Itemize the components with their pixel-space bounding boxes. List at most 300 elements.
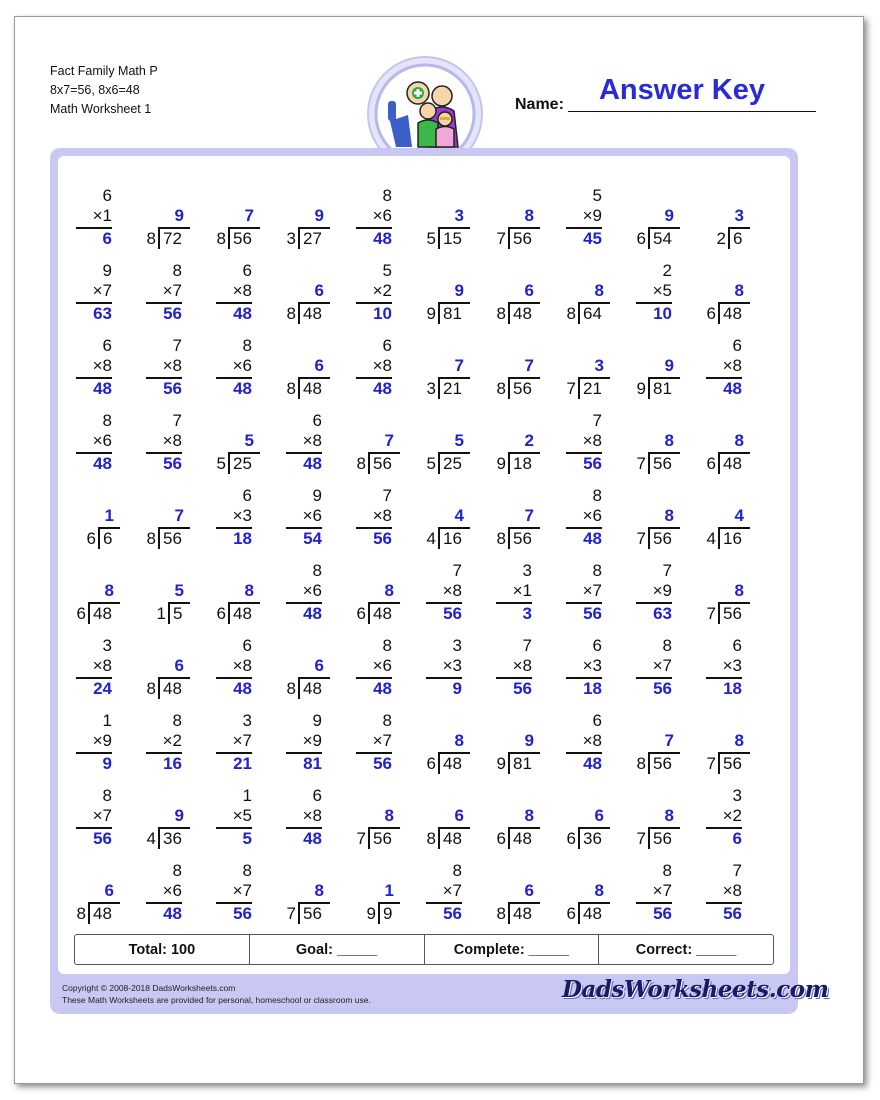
division-problem: [550, 881, 620, 925]
product-answer: 18: [723, 679, 742, 698]
division-problem: [410, 206, 480, 250]
division-bar: [298, 377, 330, 379]
multiplicand: 5: [382, 261, 392, 280]
multiplication-problem: [356, 636, 392, 699]
multiplier: ×1: [512, 581, 532, 600]
quotient-answer: 8: [594, 281, 604, 300]
division-bar: [508, 227, 540, 229]
multiplier: ×8: [722, 881, 742, 900]
product-answer: 16: [163, 754, 182, 773]
problem-cell: [690, 636, 760, 711]
quotient-answer: 8: [734, 281, 744, 300]
division-bar: [438, 302, 470, 304]
product-answer: 10: [653, 304, 672, 323]
multiplication-problem: [636, 861, 672, 924]
multiplicand: 8: [312, 561, 322, 580]
divisor: 3: [426, 379, 436, 398]
dividend: 6: [98, 529, 112, 549]
division-problem: [690, 506, 760, 550]
copyright-text: Copyright © 2008-2018 DadsWorksheets.com: [62, 983, 236, 993]
correct-cell[interactable]: Correct: _____: [635, 941, 737, 958]
multiplier: ×2: [162, 731, 182, 750]
multiplicand: 6: [312, 411, 322, 430]
multiplicand: 9: [312, 711, 322, 730]
multiplication-problem: [706, 336, 742, 399]
name-label: Name:: [515, 96, 564, 113]
multiplicand: 7: [522, 636, 532, 655]
division-problem: [270, 656, 340, 700]
quotient-answer: 5: [454, 431, 464, 450]
problem-cell: [60, 261, 130, 336]
quotient-answer: 8: [734, 581, 744, 600]
problem-cell: [130, 261, 200, 336]
division-bar: [158, 227, 190, 229]
product-answer: 63: [653, 604, 672, 623]
multiplier: ×8: [232, 281, 252, 300]
multiplier: ×6: [582, 506, 602, 525]
dividend: 56: [508, 529, 532, 549]
problem-cell: [620, 561, 690, 636]
multiplicand: 8: [662, 861, 672, 880]
divisor: 7: [496, 229, 506, 248]
division-problem: [480, 506, 550, 550]
dividend: 48: [718, 304, 742, 324]
division-bar: [718, 302, 750, 304]
multiplication-problem: [566, 561, 602, 624]
problem-cell: [200, 486, 270, 561]
multiplicand: 3: [242, 711, 252, 730]
division-bar: [298, 677, 330, 679]
dividend: 56: [718, 604, 742, 624]
dividend: 48: [578, 904, 602, 924]
division-problem: [690, 431, 760, 475]
multiplicand: 7: [732, 861, 742, 880]
quotient-answer: 5: [174, 581, 184, 600]
dividend: 81: [508, 754, 532, 774]
divisor: 7: [286, 904, 296, 923]
multiplicand: 8: [382, 711, 392, 730]
multiplier: ×6: [162, 881, 182, 900]
usage-notice: These Math Worksheets are provided for personal, homeschool or classroom use.: [62, 995, 371, 1005]
problem-cell: [410, 261, 480, 336]
multiplicand: 6: [312, 786, 322, 805]
multiplicand: 8: [592, 561, 602, 580]
multiplier: ×8: [232, 656, 252, 675]
product-answer: 56: [513, 679, 532, 698]
dividend: 48: [438, 754, 462, 774]
divisor: 3: [286, 229, 296, 248]
quotient-answer: 8: [244, 581, 254, 600]
product-answer: 56: [443, 904, 462, 923]
problem-cell: [480, 261, 550, 336]
multiplier: ×7: [92, 806, 112, 825]
division-problem: [690, 731, 760, 775]
multiplier: ×8: [162, 431, 182, 450]
multiplication-problem: [496, 561, 532, 624]
product-answer: 56: [653, 904, 672, 923]
multiplicand: 7: [452, 561, 462, 580]
multiplication-problem: [76, 261, 112, 324]
multiplier: ×6: [232, 356, 252, 375]
division-bar: [648, 752, 680, 754]
multiplicand: 6: [382, 336, 392, 355]
complete-cell[interactable]: Complete: _____: [425, 935, 600, 964]
multiplier: ×6: [92, 431, 112, 450]
problem-cell: [270, 636, 340, 711]
quotient-answer: 9: [174, 206, 184, 225]
product-answer: 24: [93, 679, 112, 698]
problem-cell: [270, 861, 340, 936]
divisor: 5: [216, 454, 226, 473]
division-problem: [130, 806, 200, 850]
division-bar: [158, 827, 190, 829]
problem-cell: [340, 411, 410, 486]
division-bar: [228, 602, 260, 604]
quotient-answer: 6: [314, 281, 324, 300]
division-problem: [270, 881, 340, 925]
quotient-answer: 3: [734, 206, 744, 225]
product-answer: 56: [583, 454, 602, 473]
dividend: 48: [438, 829, 462, 849]
dividend: 48: [88, 604, 112, 624]
division-problem: [130, 581, 200, 625]
division-bar: [438, 827, 470, 829]
division-bar: [438, 227, 470, 229]
division-bar: [508, 827, 540, 829]
problem-cell: [410, 636, 480, 711]
problem-cell: [270, 786, 340, 861]
division-bar: [578, 827, 610, 829]
quotient-answer: 8: [594, 881, 604, 900]
divisor: 7: [636, 529, 646, 548]
division-problem: [200, 206, 270, 250]
multiplicand: 8: [242, 336, 252, 355]
dividend: 16: [438, 529, 462, 549]
division-bar: [98, 527, 120, 529]
divisor: 8: [496, 904, 506, 923]
multiplier: ×8: [442, 581, 462, 600]
multiplier: ×6: [302, 581, 322, 600]
multiplication-problem: [496, 636, 532, 699]
problem-cell: [690, 261, 760, 336]
problem-cell: [60, 336, 130, 411]
multiplier: ×3: [722, 656, 742, 675]
dividend: 48: [508, 304, 532, 324]
quotient-answer: 6: [454, 806, 464, 825]
multiplicand: 8: [102, 411, 112, 430]
divisor: 6: [566, 829, 576, 848]
problem-cell: [340, 636, 410, 711]
multiplication-problem: [286, 786, 322, 849]
problem-cell: [550, 486, 620, 561]
multiplier: ×3: [442, 656, 462, 675]
quotient-answer: 7: [524, 506, 534, 525]
problem-grid: [60, 186, 780, 946]
multiplication-problem: [636, 636, 672, 699]
dividend: 48: [298, 679, 322, 699]
multiplier: ×7: [652, 656, 672, 675]
divisor: 8: [426, 829, 436, 848]
multiplicand: 3: [732, 786, 742, 805]
product-answer: 81: [303, 754, 322, 773]
division-problem: [340, 881, 410, 925]
multiplication-problem: [146, 336, 182, 399]
problem-cell: [60, 186, 130, 261]
quotient-answer: 8: [314, 881, 324, 900]
multiplication-problem: [76, 186, 112, 249]
multiplier: ×7: [92, 281, 112, 300]
dividend: 56: [508, 229, 532, 249]
division-bar: [298, 902, 330, 904]
multiplicand: 8: [382, 636, 392, 655]
dividend: 36: [158, 829, 182, 849]
divisor: 9: [496, 454, 506, 473]
multiplicand: 6: [242, 486, 252, 505]
dividend: 21: [578, 379, 602, 399]
divisor: 8: [636, 754, 646, 773]
multiplication-problem: [146, 711, 182, 774]
product-answer: 56: [163, 304, 182, 323]
multiplicand: 8: [172, 711, 182, 730]
multiplication-problem: [286, 411, 322, 474]
product-answer: 10: [373, 304, 392, 323]
problem-cell: [340, 186, 410, 261]
dividend: 48: [368, 604, 392, 624]
problem-cell: [130, 336, 200, 411]
division-bar: [298, 302, 330, 304]
multiplier: ×8: [582, 431, 602, 450]
quotient-answer: 5: [244, 431, 254, 450]
problem-cell: [480, 561, 550, 636]
division-problem: [620, 206, 690, 250]
divisor: 8: [496, 379, 506, 398]
divisor: 5: [426, 229, 436, 248]
division-problem: [410, 806, 480, 850]
multiplicand: 7: [662, 561, 672, 580]
quotient-answer: 9: [174, 806, 184, 825]
division-problem: [200, 431, 270, 475]
problem-cell: [130, 186, 200, 261]
multiplier: ×1: [92, 206, 112, 225]
division-problem: [620, 431, 690, 475]
dividend: 48: [298, 379, 322, 399]
divisor: 8: [496, 529, 506, 548]
multiplier: ×8: [302, 806, 322, 825]
quotient-answer: 8: [734, 731, 744, 750]
multiplicand: 5: [592, 186, 602, 205]
quotient-answer: 9: [454, 281, 464, 300]
division-problem: [130, 656, 200, 700]
problem-cell: [550, 561, 620, 636]
dividend: 48: [508, 904, 532, 924]
multiplicand: 8: [102, 786, 112, 805]
divisor: 4: [426, 529, 436, 548]
goal-cell[interactable]: Goal: _____: [250, 935, 425, 964]
multiplicand: 1: [242, 786, 252, 805]
multiplicand: 7: [172, 336, 182, 355]
division-problem: [550, 281, 620, 325]
multiplicand: 6: [592, 636, 602, 655]
problem-cell: [60, 786, 130, 861]
dividend: 81: [648, 379, 672, 399]
multiplier: ×5: [652, 281, 672, 300]
product-answer: 48: [93, 454, 112, 473]
divisor: 7: [706, 604, 716, 623]
divisor: 8: [566, 304, 576, 323]
product-answer: 9: [452, 679, 462, 698]
divisor: 6: [86, 529, 96, 548]
multiplicand: 8: [452, 861, 462, 880]
dividend: 56: [298, 904, 322, 924]
dividend: 48: [228, 604, 252, 624]
divisor: 6: [706, 454, 716, 473]
divisor: 8: [496, 304, 506, 323]
problem-cell: [270, 711, 340, 786]
problem-cell: [130, 561, 200, 636]
multiplication-problem: [566, 486, 602, 549]
multiplier: ×7: [652, 881, 672, 900]
problem-cell: [340, 786, 410, 861]
division-problem: [620, 356, 690, 400]
division-bar: [368, 602, 400, 604]
division-problem: [340, 431, 410, 475]
product-answer: 6: [732, 829, 742, 848]
multiplication-problem: [76, 711, 112, 774]
division-bar: [508, 902, 540, 904]
divisor: 7: [636, 454, 646, 473]
dividend: 64: [578, 304, 602, 324]
divisor: 1: [156, 604, 166, 623]
divisor: 9: [496, 754, 506, 773]
multiplicand: 6: [732, 636, 742, 655]
multiplicand: 9: [102, 261, 112, 280]
quotient-answer: 4: [454, 506, 464, 525]
problem-cell: [130, 411, 200, 486]
division-bar: [158, 527, 190, 529]
division-problem: [480, 356, 550, 400]
division-problem: [550, 356, 620, 400]
divisor: 6: [496, 829, 506, 848]
quotient-answer: 9: [524, 731, 534, 750]
multiplicand: 2: [662, 261, 672, 280]
divisor: 8: [76, 904, 86, 923]
problem-cell: [480, 186, 550, 261]
product-answer: 48: [233, 304, 252, 323]
name-field[interactable]: [568, 111, 816, 112]
problem-cell: [410, 186, 480, 261]
problem-cell: [620, 486, 690, 561]
problem-cell: [480, 711, 550, 786]
multiplier: ×6: [372, 656, 392, 675]
divisor: 6: [636, 229, 646, 248]
problem-cell: [270, 411, 340, 486]
multiplier: ×7: [372, 731, 392, 750]
divisor: 9: [636, 379, 646, 398]
division-bar: [88, 902, 120, 904]
problem-cell: [200, 861, 270, 936]
quotient-answer: 8: [664, 506, 674, 525]
problem-cell: [60, 411, 130, 486]
multiplicand: 6: [732, 336, 742, 355]
division-problem: [620, 506, 690, 550]
problem-cell: [550, 786, 620, 861]
product-answer: 56: [373, 529, 392, 548]
division-problem: [690, 581, 760, 625]
division-problem: [270, 281, 340, 325]
quotient-answer: 8: [664, 431, 674, 450]
problem-cell: [690, 411, 760, 486]
problem-cell: [550, 186, 620, 261]
division-bar: [718, 752, 750, 754]
multiplicand: 3: [102, 636, 112, 655]
multiplicand: 8: [662, 636, 672, 655]
multiplier: ×8: [722, 356, 742, 375]
multiplicand: 6: [592, 711, 602, 730]
division-problem: [690, 206, 760, 250]
quotient-answer: 7: [524, 356, 534, 375]
quotient-answer: 7: [664, 731, 674, 750]
multiplication-problem: [426, 636, 462, 699]
problem-cell: [270, 561, 340, 636]
product-answer: 56: [443, 604, 462, 623]
multiplication-problem: [146, 861, 182, 924]
quotient-answer: 2: [524, 431, 534, 450]
multiplier: ×2: [372, 281, 392, 300]
worksheet-info: [50, 62, 158, 119]
multiplier: ×7: [442, 881, 462, 900]
multiplier: ×7: [232, 881, 252, 900]
answer-key-title: Answer Key: [598, 74, 765, 106]
division-problem: [340, 806, 410, 850]
division-problem: [60, 506, 130, 550]
division-problem: [410, 356, 480, 400]
problem-cell: [60, 711, 130, 786]
dividend: 56: [718, 754, 742, 774]
division-problem: [130, 506, 200, 550]
division-bar: [648, 452, 680, 454]
division-bar: [228, 227, 260, 229]
multiplication-problem: [706, 786, 742, 849]
division-bar: [718, 452, 750, 454]
dividend: 5: [168, 604, 182, 624]
multiplicand: 7: [592, 411, 602, 430]
division-problem: [550, 806, 620, 850]
division-problem: [410, 506, 480, 550]
dividend: 18: [508, 454, 532, 474]
problem-cell: [690, 336, 760, 411]
divisor: 8: [356, 454, 366, 473]
dividend: 25: [228, 454, 252, 474]
divisor: 9: [366, 904, 376, 923]
worksheet-facts: 8x7=56, 8x6=48: [50, 83, 140, 97]
dividend: 56: [648, 754, 672, 774]
quotient-answer: 6: [314, 356, 324, 375]
division-bar: [368, 827, 400, 829]
quotient-answer: 9: [314, 206, 324, 225]
product-answer: 48: [583, 529, 602, 548]
problem-cell: [550, 711, 620, 786]
problem-cell: [410, 861, 480, 936]
quotient-answer: 7: [244, 206, 254, 225]
multiplier: ×7: [232, 731, 252, 750]
multiplication-problem: [706, 861, 742, 924]
multiplication-problem: [426, 861, 462, 924]
multiplier: ×9: [652, 581, 672, 600]
problem-cell: [60, 861, 130, 936]
quotient-answer: 6: [524, 881, 534, 900]
problem-cell: [200, 636, 270, 711]
problem-cell: [550, 261, 620, 336]
